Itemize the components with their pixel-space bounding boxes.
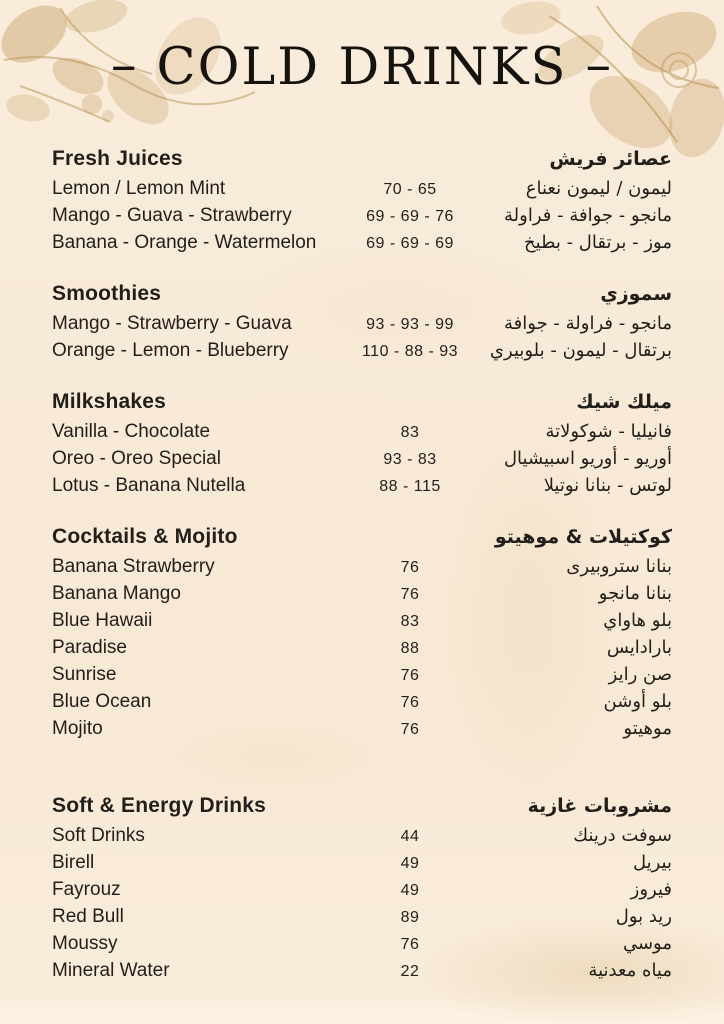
menu-item-row [52, 823, 672, 850]
item-name-ar: ليمون / ليمون نعناع [525, 178, 672, 199]
item-price: 70 - 65 [383, 181, 437, 198]
item-name-ar: مياه معدنية [588, 960, 672, 981]
item-name-ar: برتقال - ليمون - بلوبيري [489, 340, 672, 361]
menu-item-row [52, 689, 672, 716]
item-price: 49 [400, 855, 420, 872]
item-name-en: Banana Mango [52, 583, 181, 604]
item-price: 44 [400, 828, 420, 845]
item-name-ar: بلو أوشن [603, 691, 672, 712]
section-heading-en: Fresh Juices [52, 147, 183, 170]
item-price: 88 [400, 640, 420, 657]
item-name-ar: بلو هاواي [603, 610, 672, 631]
menu-item-row [52, 446, 672, 473]
item-price: 89 [400, 909, 420, 926]
menu-item-row [52, 581, 672, 608]
section-heading-ar: سموزي [600, 283, 672, 305]
item-price: 76 [400, 936, 420, 953]
section-heading-ar: ميلك شيك [576, 391, 672, 413]
item-price: 93 - 83 [383, 451, 437, 468]
item-name-en: Fayrouz [52, 879, 121, 900]
menu-section [52, 793, 672, 985]
section-heading-en: Smoothies [52, 282, 162, 305]
item-price: 110 - 88 - 93 [361, 343, 459, 360]
item-name-ar: بنانا ستروبيرى [566, 556, 672, 577]
section-heading-row [52, 146, 672, 172]
menu-item-row [52, 931, 672, 958]
item-name-ar: مانجو - فراولة - جوافة [504, 313, 672, 334]
section-heading-en: Milkshakes [52, 390, 167, 413]
item-name-en: Oreo - Oreo Special [52, 448, 221, 469]
item-name-en: Soft Drinks [52, 825, 145, 846]
item-price: 69 - 69 - 76 [366, 208, 454, 225]
item-price: 93 - 93 - 99 [366, 316, 454, 333]
item-name-ar: صن رايز [608, 664, 672, 685]
menu-item-row [52, 662, 672, 689]
item-name-ar: بيريل [632, 852, 672, 873]
item-name-en: Birell [52, 852, 95, 873]
section-heading-row [52, 281, 672, 307]
item-name-ar: فيروز [630, 879, 672, 900]
item-name-ar: لوتس - بنانا نوتيلا [543, 475, 672, 496]
item-name-en: Moussy [52, 933, 118, 954]
section-heading-row [52, 389, 672, 415]
menu-item-row [52, 877, 672, 904]
item-name-ar: مانجو - جوافة - فراولة [504, 205, 672, 226]
menu-item-row [52, 635, 672, 662]
section-heading-en: Soft & Energy Drinks [52, 794, 267, 817]
menu-section [52, 524, 672, 743]
item-price: 22 [400, 963, 420, 980]
title-text: COLD DRINKS [156, 38, 568, 97]
item-price: 76 [400, 721, 420, 738]
item-name-ar: ريد بول [615, 906, 672, 927]
item-name-en: Paradise [52, 637, 127, 658]
item-name-en: Mineral Water [52, 960, 170, 981]
item-name-en: Lotus - Banana Nutella [52, 475, 246, 496]
item-name-en: Mango - Guava - Strawberry [52, 205, 292, 226]
item-name-en: Red Bull [52, 906, 124, 927]
menu-item-row [52, 958, 672, 985]
menu-item-row [52, 230, 672, 257]
item-name-en: Banana Strawberry [52, 556, 215, 577]
menu-item-row [52, 338, 672, 365]
item-name-en: Orange - Lemon - Blueberry [52, 340, 289, 361]
section-heading-en: Cocktails & Mojito [52, 525, 238, 548]
item-name-en: Banana - Orange - Watermelon [52, 232, 317, 253]
menu-sections [52, 146, 672, 985]
item-name-ar: موهيتو [623, 718, 672, 739]
menu-item-row [52, 716, 672, 743]
item-name-en: Lemon / Lemon Mint [52, 178, 226, 199]
item-name-ar: موز - برتقال - بطيخ [524, 232, 672, 253]
item-name-en: Mojito [52, 718, 103, 739]
title-dash-right: – [585, 36, 613, 95]
menu-item-row [52, 554, 672, 581]
section-heading-row [52, 793, 672, 819]
item-price: 69 - 69 - 69 [366, 235, 454, 252]
item-price: 83 [400, 613, 420, 630]
item-name-ar: فانيليا - شوكولاتة [545, 421, 672, 442]
menu-item-row [52, 176, 672, 203]
section-heading-ar: كوكتيلات & موهيتو [494, 526, 672, 548]
item-name-ar: أوريو - أوريو اسبيشيال [503, 448, 672, 469]
item-name-en: Mango - Strawberry - Guava [52, 313, 292, 334]
item-name-ar: سوفت درينك [573, 825, 672, 846]
section-heading-row [52, 524, 672, 550]
menu-section [52, 146, 672, 257]
menu-item-row [52, 904, 672, 931]
item-price: 49 [400, 882, 420, 899]
item-name-en: Sunrise [52, 664, 117, 685]
menu-item-row [52, 850, 672, 877]
item-name-ar: موسي [622, 933, 672, 954]
item-name-ar: بارادايس [606, 637, 672, 658]
menu-item-row [52, 203, 672, 230]
item-price: 76 [400, 559, 420, 576]
page-title [0, 38, 724, 97]
item-name-en: Blue Ocean [52, 691, 152, 712]
item-price: 76 [400, 667, 420, 684]
item-name-en: Blue Hawaii [52, 610, 153, 631]
section-heading-ar: عصائر فريش [549, 148, 672, 170]
title-dash-left: – [111, 36, 139, 95]
item-price: 88 - 115 [379, 478, 441, 495]
menu-item-row [52, 608, 672, 635]
menu-item-row [52, 473, 672, 500]
section-heading-ar: مشروبات غازية [527, 795, 672, 817]
item-price: 76 [400, 586, 420, 603]
item-name-ar: بنانا مانجو [598, 583, 672, 604]
menu-section [52, 281, 672, 365]
item-price: 76 [400, 694, 420, 711]
item-name-en: Vanilla - Chocolate [52, 421, 211, 442]
menu-item-row [52, 311, 672, 338]
menu-item-row [52, 419, 672, 446]
menu-section [52, 389, 672, 500]
item-price: 83 [400, 424, 420, 441]
